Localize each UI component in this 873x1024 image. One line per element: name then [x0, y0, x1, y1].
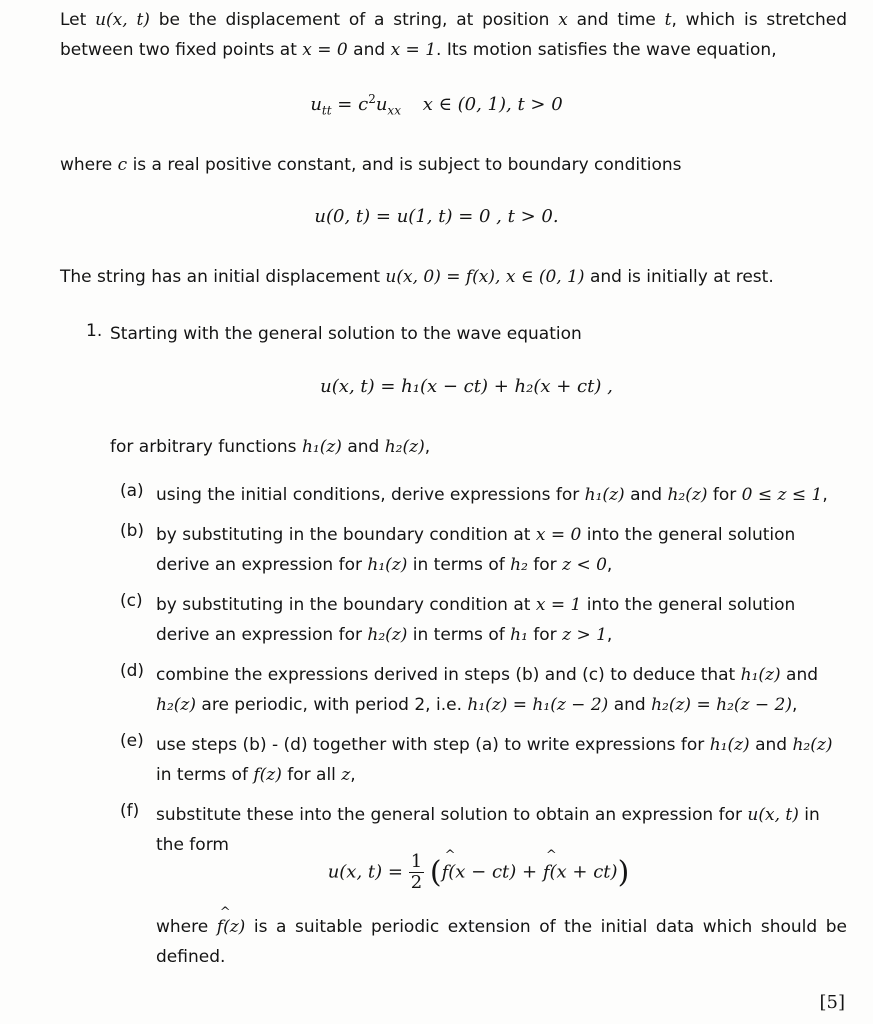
math-x-equals-0: x = 0	[302, 40, 348, 60]
text: and	[630, 485, 663, 505]
text: and	[755, 735, 788, 755]
intro-text: and	[353, 40, 386, 60]
text: ,	[822, 485, 828, 505]
math-initial: u(x, 0) = f(x), x ∈ (0, 1)	[385, 267, 585, 287]
part-e-label: (e)	[120, 731, 144, 751]
text: where	[156, 917, 209, 937]
part-b-text	[156, 520, 847, 580]
eq-term: u	[375, 94, 388, 115]
text: The string has an initial displacement	[60, 267, 380, 287]
eq-text: u(0, t) = u(1, t) = 0 , t > 0.	[314, 206, 559, 227]
math: h₁(z)	[740, 665, 781, 685]
part-f-text	[156, 800, 847, 860]
fraction-denominator: 2	[410, 872, 423, 893]
part-b-label: (b)	[120, 521, 145, 541]
text: use steps (b) - (d) together with step (a) to write expressions for	[156, 735, 705, 755]
wave-equation	[0, 92, 873, 118]
question-number: 1.	[86, 321, 103, 341]
math: h₁(z)	[709, 735, 750, 755]
part-a-label: (a)	[120, 481, 144, 501]
marks-label: [5]	[819, 992, 845, 1013]
math-c: c	[117, 155, 128, 175]
text: substitute these into the general solution to obtain an expression for	[156, 805, 742, 825]
text: is a suitable periodic extension of the initial data which should be defined.	[156, 917, 847, 967]
f-hat: ^ f	[442, 862, 449, 883]
part-a-text	[156, 480, 847, 510]
eq-term: = c	[331, 94, 369, 115]
solution-form-equation	[84, 852, 873, 893]
math: z > 1	[562, 625, 607, 645]
math-t: t	[664, 10, 672, 30]
math: u(x, t)	[747, 805, 799, 825]
math: x = 0	[535, 525, 582, 545]
boundary-conditions-equation	[0, 206, 873, 227]
question-1-text: Starting with the general solution to the wave equation	[110, 324, 582, 344]
math-h1: h₁(z)	[301, 437, 342, 457]
math: h₁	[510, 625, 528, 645]
intro-text: Let	[60, 10, 87, 30]
text: ,	[606, 555, 613, 575]
text: in terms of	[412, 625, 505, 645]
part-c-text	[156, 590, 847, 650]
math: (z)	[223, 917, 246, 937]
text: is a real positive constant, and is subject to boundary conditions	[132, 155, 682, 175]
text: for	[533, 625, 557, 645]
eq-text: (x + ct)	[549, 861, 618, 883]
part-e-text	[156, 730, 847, 790]
eq-text: u(x, t) =	[327, 861, 403, 883]
math: 0 ≤ z ≤ 1	[741, 485, 823, 505]
math: h₂(z)	[367, 625, 408, 645]
text: are periodic, with period 2, i.e.	[201, 695, 462, 715]
eq-term: u	[310, 94, 322, 115]
text: into the general solution derive an expression for	[156, 595, 796, 645]
eq-sub: tt	[321, 103, 332, 118]
math: h₂(z)	[667, 485, 708, 505]
eq-text: u(x, t) = h₁(x − ct) + h₂(x + ct) ,	[320, 376, 613, 397]
f-hat: ^ f	[543, 862, 550, 883]
eq-text: (x − ct) +	[448, 861, 538, 883]
eq-sup: 2	[368, 92, 376, 106]
math: h₂	[510, 555, 528, 575]
text: using the initial conditions, derive expressions for	[156, 485, 580, 505]
initial-condition-paragraph	[60, 262, 847, 292]
text: for	[712, 485, 737, 505]
text: in terms of	[156, 765, 248, 785]
math: h₁(z)	[584, 485, 625, 505]
part-f-where-text	[156, 912, 847, 972]
text: for arbitrary functions	[110, 437, 297, 457]
paren: )	[617, 855, 630, 890]
math: z	[341, 765, 351, 785]
fraction-numerator: 1	[410, 851, 423, 872]
text: ,	[791, 695, 798, 715]
math: h₂(z) = h₂(z − 2)	[651, 695, 792, 715]
intro-text: and time	[576, 10, 656, 30]
f-hat: ^ f	[217, 912, 223, 942]
part-f-label: (f)	[120, 801, 140, 821]
part-d-text	[156, 660, 847, 720]
text: and is initially at rest.	[589, 267, 774, 287]
math: z < 0	[562, 555, 607, 575]
math-x: x	[558, 10, 568, 30]
intro-text: be the displacement of a string, at position	[158, 10, 550, 30]
intro-text: , which is stretched between two fixed points at	[60, 10, 847, 60]
arbitrary-functions-line	[110, 432, 847, 462]
text: in terms of	[412, 555, 505, 575]
math-u-x-t: u(x, t)	[95, 10, 150, 30]
eq-sub: xx	[387, 103, 401, 118]
text: in the form	[156, 805, 820, 855]
eq-domain: x ∈ (0, 1), t > 0	[422, 94, 563, 115]
text: combine the expressions derived in steps (b) and (c) to deduce that	[156, 665, 736, 685]
part-c-label: (c)	[120, 591, 143, 611]
math: x = 1	[535, 595, 582, 615]
math: f(z)	[253, 765, 282, 785]
math-h2: h₂(z)	[384, 437, 425, 457]
general-solution-equation	[60, 376, 873, 397]
text: for all	[287, 765, 336, 785]
math: h₂(z)	[792, 735, 833, 755]
where-c-paragraph	[60, 150, 847, 180]
text: ,	[606, 625, 613, 645]
text: for	[533, 555, 557, 575]
text: into the general solution derive an expression for	[156, 525, 796, 575]
math-x-equals-1: x = 1	[390, 40, 437, 60]
math: h₂(z)	[156, 695, 196, 715]
text: where	[60, 155, 113, 175]
text: and	[613, 695, 646, 715]
text: and	[347, 437, 380, 457]
intro-text: . Its motion satisfies the wave equation,	[436, 40, 777, 60]
part-d-label: (d)	[120, 661, 145, 681]
math: h₁(z)	[367, 555, 408, 575]
text: ,	[424, 437, 431, 457]
intro-paragraph	[60, 5, 847, 65]
text: by substituting in the boundary condition at	[156, 595, 531, 615]
text: ,	[350, 765, 356, 785]
math: h₁(z) = h₁(z − 2)	[467, 695, 609, 715]
text: and	[786, 665, 819, 685]
fraction-one-half	[409, 852, 424, 893]
text: by substituting in the boundary condition at	[156, 525, 531, 545]
paren: (	[429, 855, 442, 890]
